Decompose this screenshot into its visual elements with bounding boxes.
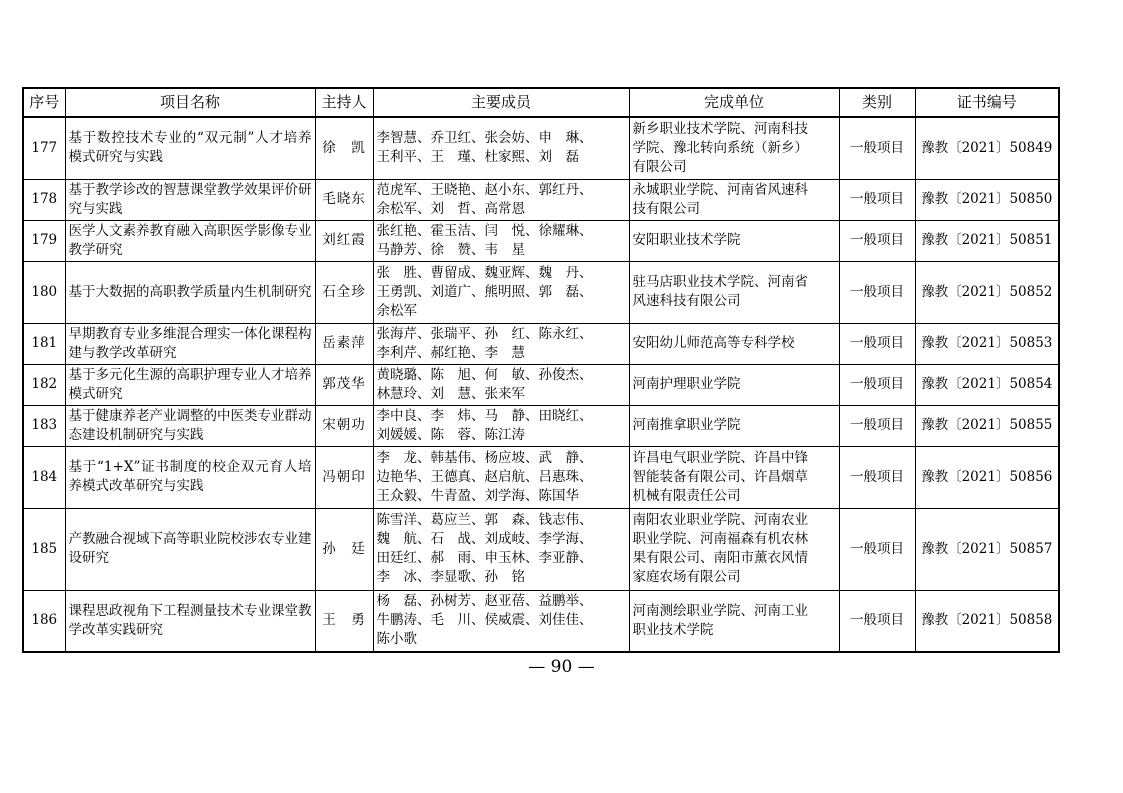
unit-line: 职业学院、河南福森有机农林 [632, 531, 808, 547]
members-line: 牛鹏涛、毛 川、侯威震、刘佳佳、 [376, 612, 593, 629]
project-members [373, 590, 629, 652]
project-category: 一般项目 [839, 179, 915, 220]
header-cert: 证书编号 [915, 88, 1059, 117]
table-row [23, 261, 1059, 323]
row-number: 183 [23, 405, 65, 446]
project-category: 一般项目 [839, 590, 915, 652]
project-members [373, 508, 629, 590]
members-line: 范虎军、王晓艳、赵小东、郭红丹、 [376, 181, 593, 198]
members-line: 田廷红、郝 雨、申玉林、李亚静、 [376, 550, 593, 566]
unit-line: 职业技术学院 [632, 621, 714, 638]
project-name: 基于健康养老产业调整的中医类专业群动态建设机制研究与实践 [65, 405, 315, 446]
project-category: 一般项目 [839, 446, 915, 508]
certificate-number: 豫教〔2021〕50857 [915, 508, 1059, 590]
row-number: 180 [23, 261, 65, 323]
project-members [373, 220, 629, 261]
project-category: 一般项目 [839, 220, 915, 261]
unit-line: 果有限公司、南阳市薰衣风情 [632, 550, 808, 566]
project-table [22, 87, 1060, 653]
project-category: 一般项目 [839, 364, 915, 405]
unit-line: 学院、豫北转向系统（新乡） [632, 139, 808, 156]
members-line: 余松军、刘 哲、高常恩 [376, 200, 525, 217]
completion-unit [629, 117, 839, 179]
project-name: 基于“1+X”证书制度的校企双元育人培养模式改革研究与实践 [65, 446, 315, 508]
unit-line: 技有限公司 [632, 200, 700, 217]
unit-line: 河南护理职业学院 [632, 376, 741, 392]
project-name: 医学人文素养教育融入高职医学影像专业教学研究 [65, 220, 315, 261]
unit-line: 机械有限责任公司 [632, 487, 741, 504]
project-members [373, 446, 629, 508]
row-number: 179 [23, 220, 65, 261]
project-name: 基于大数据的高职教学质量内生机制研究 [65, 261, 315, 323]
members-line: 王利平、王 瑾、杜家熙、刘 磊 [376, 149, 579, 166]
row-number: 182 [23, 364, 65, 405]
completion-unit [629, 590, 839, 652]
members-line: 刘媛媛、陈 蓉、陈江涛 [376, 426, 525, 443]
table-row [23, 220, 1059, 261]
project-category: 一般项目 [839, 323, 915, 364]
completion-unit [629, 405, 839, 446]
project-name: 基于多元化生源的高职护理专业人才培养模式研究 [65, 364, 315, 405]
table-row [23, 590, 1059, 652]
header-name: 项目名称 [65, 88, 315, 117]
certificate-number: 豫教〔2021〕50853 [915, 323, 1059, 364]
unit-line: 河南推拿职业学院 [632, 417, 741, 433]
unit-line: 新乡职业技术学院、河南科技 [632, 120, 808, 137]
project-members [373, 117, 629, 179]
table-row [23, 179, 1059, 220]
unit-line: 驻马店职业技术学院、河南省 [632, 274, 808, 290]
certificate-number: 豫教〔2021〕50854 [915, 364, 1059, 405]
completion-unit [629, 508, 839, 590]
project-members [373, 364, 629, 405]
row-number: 177 [23, 117, 65, 179]
project-name: 基于教学诊改的智慧课堂教学效果评价研究与实践 [65, 179, 315, 220]
members-line: 李智慧、乔卫红、张会妨、申 琳、 [376, 130, 593, 147]
certificate-number: 豫教〔2021〕50858 [915, 590, 1059, 652]
project-category: 一般项目 [839, 405, 915, 446]
certificate-number: 豫教〔2021〕50855 [915, 405, 1059, 446]
project-category: 一般项目 [839, 508, 915, 590]
row-number: 185 [23, 508, 65, 590]
members-line: 陈小歌 [376, 631, 417, 648]
completion-unit [629, 323, 839, 364]
row-number: 181 [23, 323, 65, 364]
header-num: 序号 [23, 88, 65, 117]
row-number: 186 [23, 590, 65, 652]
project-host: 徐 凯 [315, 117, 373, 179]
members-line: 张海芹、张瑞平、孙 红、陈永红、 [376, 325, 593, 342]
unit-line: 智能装备有限公司、许昌烟草 [632, 468, 808, 485]
table-row [23, 446, 1059, 508]
table-row [23, 364, 1059, 405]
project-host: 石全珍 [315, 261, 373, 323]
completion-unit [629, 364, 839, 405]
unit-line: 有限公司 [632, 158, 687, 175]
page-number: — 90 — [528, 657, 595, 677]
members-line: 陈雪洋、葛应兰、郭 森、钱志伟、 [376, 512, 593, 528]
project-category: 一般项目 [839, 117, 915, 179]
unit-line: 许昌电气职业学院、许昌中锋 [632, 449, 808, 466]
members-line: 余松军 [376, 302, 417, 319]
project-members [373, 261, 629, 323]
unit-line: 河南测绘职业学院、河南工业 [632, 602, 808, 619]
header-row [23, 88, 1059, 117]
unit-line: 家庭农场有限公司 [632, 569, 741, 585]
members-line: 杨 磊、孙树芳、赵亚蓓、益鹏举、 [376, 593, 593, 610]
header-members: 主要成员 [373, 88, 629, 117]
unit-line: 永城职业学院、河南省风速科 [632, 181, 808, 198]
unit-line: 安阳幼儿师范高等专科学校 [632, 335, 795, 351]
members-line: 李 冰、李显歌、孙 铭 [376, 569, 525, 585]
unit-line: 南阳农业职业学院、河南农业 [632, 512, 808, 528]
members-line: 李 龙、韩基伟、杨应坡、武 静、 [376, 449, 593, 466]
header-category: 类别 [839, 88, 915, 117]
certificate-number: 豫教〔2021〕50849 [915, 117, 1059, 179]
members-line: 张 胜、曹留成、魏亚辉、魏 丹、 [376, 264, 593, 281]
table-row [23, 508, 1059, 590]
project-host: 王 勇 [315, 590, 373, 652]
table-row [23, 405, 1059, 446]
project-name: 早期教育专业多维混合理实一体化课程构建与教学改革研究 [65, 323, 315, 364]
completion-unit [629, 446, 839, 508]
project-name: 基于数控技术专业的“双元制”人才培养模式研究与实践 [65, 117, 315, 179]
certificate-number: 豫教〔2021〕50851 [915, 220, 1059, 261]
project-name: 产教融合视域下高等职业院校涉农专业建设研究 [65, 508, 315, 590]
members-line: 黄晓璐、陈 旭、何 敏、孙俊杰、 [376, 366, 593, 383]
members-line: 王勇凯、刘道广、熊明照、郭 磊、 [376, 283, 593, 300]
certificate-number: 豫教〔2021〕50856 [915, 446, 1059, 508]
project-host: 刘红霞 [315, 220, 373, 261]
project-host: 宋朝功 [315, 405, 373, 446]
project-host: 毛晓东 [315, 179, 373, 220]
project-host: 郭茂华 [315, 364, 373, 405]
unit-line: 安阳职业技术学院 [632, 232, 741, 248]
unit-line: 风速科技有限公司 [632, 293, 741, 309]
members-line: 马静芳、徐 赞、韦 星 [376, 241, 525, 258]
members-line: 张红艳、霍玉洁、闫 悦、徐耀琳、 [376, 222, 593, 239]
completion-unit [629, 261, 839, 323]
table-row [23, 323, 1059, 364]
members-line: 王众毅、牛青盈、刘学海、陈国华 [376, 487, 579, 504]
certificate-number: 豫教〔2021〕50850 [915, 179, 1059, 220]
header-unit: 完成单位 [629, 88, 839, 117]
project-host: 岳素萍 [315, 323, 373, 364]
row-number: 184 [23, 446, 65, 508]
row-number: 178 [23, 179, 65, 220]
members-line: 魏 航、石 战、刘成岐、李学海、 [376, 531, 593, 547]
project-members [373, 405, 629, 446]
project-name: 课程思政视角下工程测量技术专业课堂教学改革实践研究 [65, 590, 315, 652]
table-row [23, 117, 1059, 179]
project-host: 孙 廷 [315, 508, 373, 590]
members-line: 李中良、李 炜、马 静、田晓红、 [376, 407, 593, 424]
completion-unit [629, 179, 839, 220]
completion-unit [629, 220, 839, 261]
members-line: 边艳华、王德真、赵启航、吕惠珠、 [376, 468, 593, 485]
certificate-number: 豫教〔2021〕50852 [915, 261, 1059, 323]
header-host: 主持人 [315, 88, 373, 117]
project-members [373, 323, 629, 364]
project-host: 冯朝印 [315, 446, 373, 508]
members-line: 李利芹、郝红艳、李 慧 [376, 344, 525, 361]
table-body [23, 117, 1059, 652]
project-members [373, 179, 629, 220]
members-line: 林慧玲、刘 慧、张来军 [376, 385, 525, 402]
project-category: 一般项目 [839, 261, 915, 323]
